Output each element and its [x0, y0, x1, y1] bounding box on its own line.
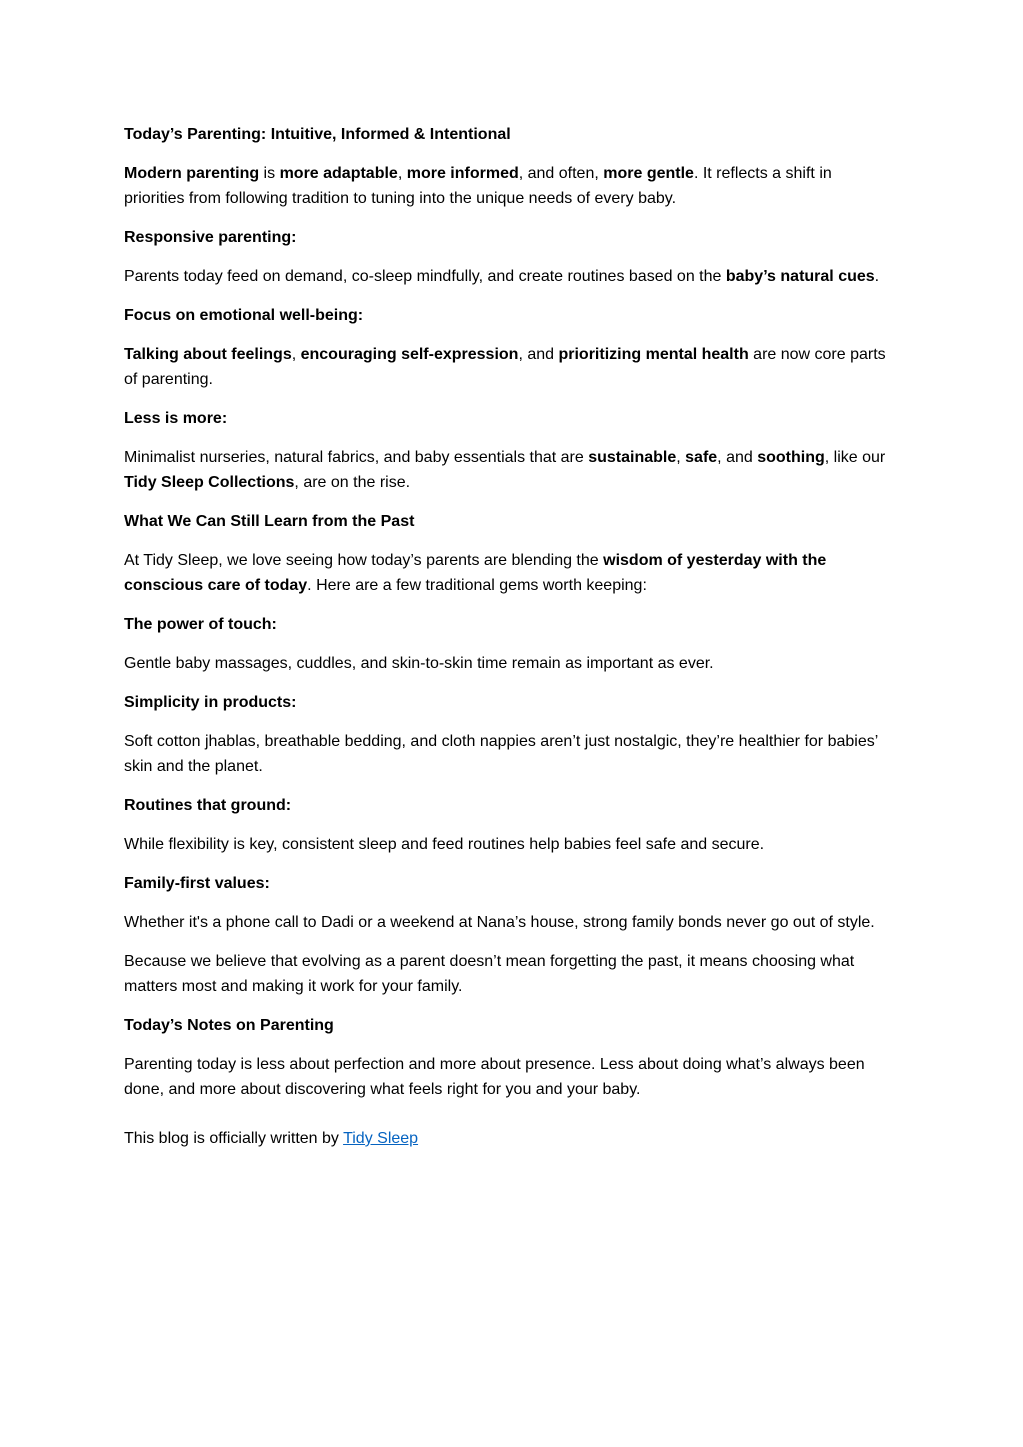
text-run: Parenting today is less about perfection and more about presence. Less about doing what’s always been done, and more about discovering what feels right for you and your baby.	[124, 1056, 865, 1098]
text-run: Soft cotton jhablas, breathable bedding, and cloth nappies aren’t just nostalgic, they’re healthier for babies’ skin and the planet.	[124, 733, 878, 775]
paragraph	[124, 445, 894, 495]
text-run: are now core parts of parenting.	[124, 346, 886, 388]
byline-prefix: This blog is officially written by	[124, 1130, 344, 1147]
text-run: ,	[397, 165, 407, 182]
section-heading: Simplicity in products:	[124, 694, 297, 711]
bold-text: more gentle	[603, 165, 694, 182]
section-heading: Less is more:	[124, 410, 228, 427]
paragraph	[124, 548, 894, 598]
text-run: At Tidy Sleep, we love seeing how today’s parents are blending the	[124, 552, 604, 569]
paragraph	[124, 264, 894, 289]
text-run: is	[259, 165, 280, 182]
bold-text: encouraging self-expression	[300, 346, 519, 363]
section-heading: Today’s Parenting: Intuitive, Informed & Intentional	[124, 126, 511, 143]
bold-text: Tidy Sleep Collections	[124, 474, 295, 491]
paragraph	[124, 342, 894, 392]
bold-text: safe	[685, 449, 718, 466]
text-run: , like our	[824, 449, 886, 466]
bold-text: more informed	[406, 165, 519, 182]
bold-text: soothing	[757, 449, 825, 466]
text-run: . Here are a few traditional gems worth keeping:	[307, 577, 647, 594]
text-run: Because we believe that evolving as a parent doesn’t mean forgetting the past, it means choosing what matters most and making it work for your family.	[124, 953, 855, 995]
document-body	[124, 122, 894, 1102]
text-run: ,	[676, 449, 686, 466]
paragraph	[124, 949, 894, 999]
text-run: Minimalist nurseries, natural fabrics, and baby essentials that are	[124, 449, 589, 466]
bold-text: more adaptable	[279, 165, 398, 182]
paragraph	[124, 729, 894, 779]
text-run: ,	[291, 346, 301, 363]
paragraph	[124, 910, 894, 935]
section-heading: Family-first values:	[124, 875, 270, 892]
bold-text: baby’s natural cues	[725, 268, 875, 285]
text-run: , are on the rise.	[294, 474, 411, 491]
bold-text: sustainable	[588, 449, 677, 466]
section-heading: Today’s Notes on Parenting	[124, 1017, 334, 1034]
bold-text: wisdom of yesterday with the conscious care of today	[124, 552, 827, 594]
text-run: While flexibility is key, consistent sleep and feed routines help babies feel safe and secure.	[124, 836, 765, 853]
text-run: .	[874, 268, 880, 285]
text-run: . It reflects a shift in priorities from following tradition to tuning into the unique needs of every baby.	[124, 165, 832, 207]
tidy-sleep-link[interactable]: Tidy Sleep	[343, 1130, 419, 1147]
paragraph	[124, 1052, 894, 1102]
paragraph	[124, 832, 894, 857]
text-run: Parents today feed on demand, co-sleep mindfully, and create routines based on the	[124, 268, 726, 285]
bold-text: prioritizing mental health	[558, 346, 749, 363]
section-heading: Routines that ground:	[124, 797, 292, 814]
byline	[124, 1126, 894, 1151]
text-run: , and often,	[518, 165, 604, 182]
text-run: Whether it's a phone call to Dadi or a weekend at Nana’s house, strong family bonds never go out of style.	[124, 914, 875, 931]
bold-text: Talking about feelings	[124, 346, 292, 363]
section-heading: What We Can Still Learn from the Past	[124, 513, 415, 530]
paragraph	[124, 161, 894, 211]
text-run: , and	[518, 346, 559, 363]
section-heading: Responsive parenting:	[124, 229, 297, 246]
text-run: Gentle baby massages, cuddles, and skin-to-skin time remain as important as ever.	[124, 655, 714, 672]
paragraph	[124, 651, 894, 676]
section-heading: Focus on emotional well-being:	[124, 307, 364, 324]
section-heading: The power of touch:	[124, 616, 277, 633]
document-page	[124, 122, 894, 1165]
text-run: , and	[717, 449, 758, 466]
bold-text: Modern parenting	[124, 165, 260, 182]
